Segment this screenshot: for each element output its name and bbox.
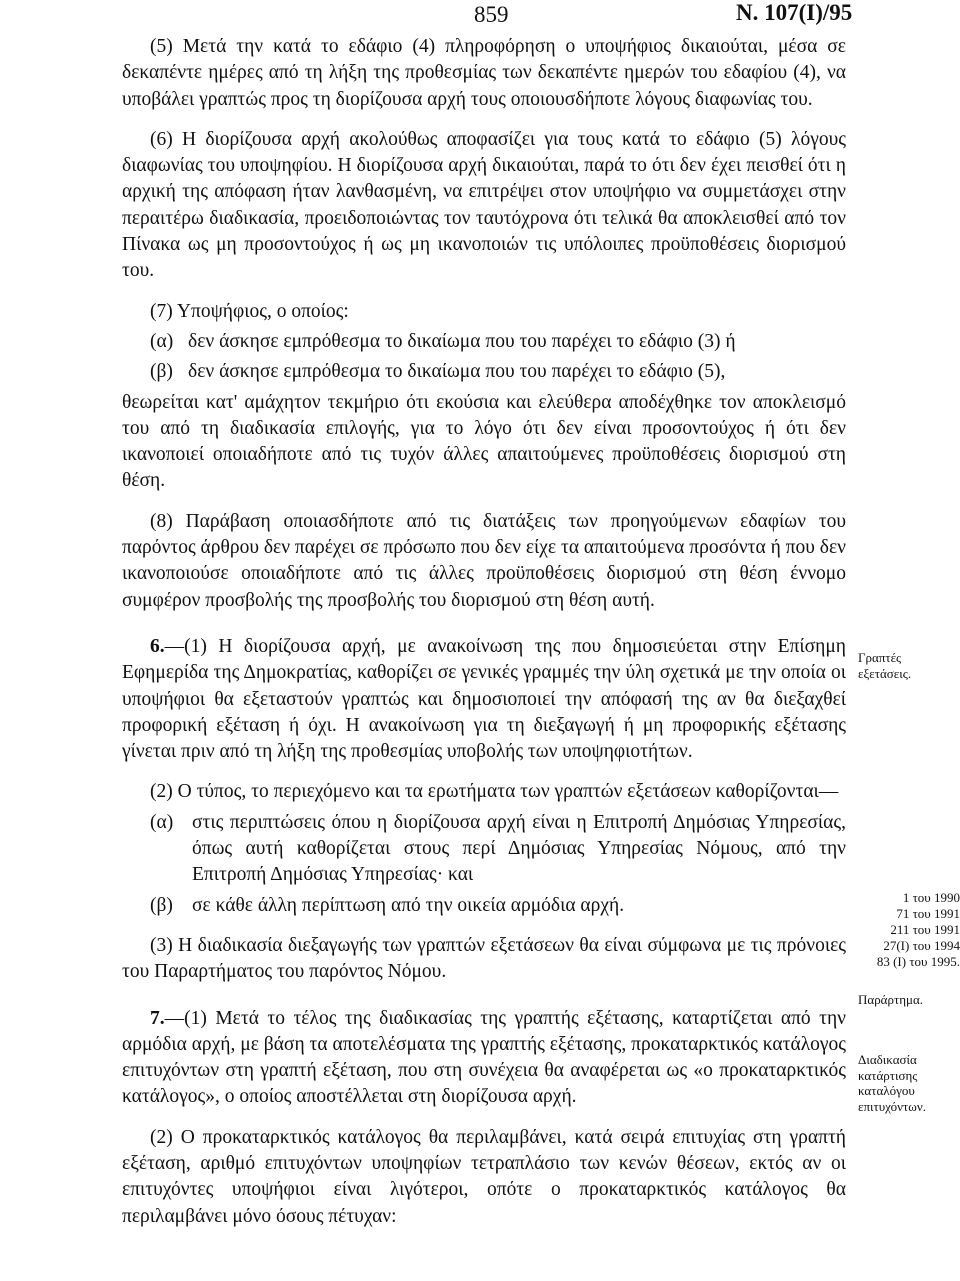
law-reference: 83 (Ι) του 1995. [876, 954, 960, 969]
law-reference: 211 του 1991 [890, 922, 960, 937]
document-body [122, 34, 846, 1230]
margin-note-line: Παράρτημα. [858, 992, 924, 1007]
margin-note-written-exams [858, 650, 960, 681]
section-text: —(1) Μετά το τέλος της διαδικασίας της γραπτής εξέτασης, καταρτίζεται από την αρμόδια αρχή, με βάση τα αποτελέσματα της γραπτής εξέτασης, προκαταρκτικός κατάλογος επιτυχόντων στη γραπτή εξέταση, που στη συνέχεια θα αναφέρεται ως «ο προκαταρκτικός κατάλογος», ο οποίος αποστέλλεται στη διορίζουσα αρχή. [122, 1007, 846, 1108]
margin-note-line: Διαδικασία [858, 1052, 917, 1067]
section-6-2-item-a [150, 810, 846, 889]
margin-note-line: καταλόγου [858, 1083, 915, 1098]
section-6-3: (3) Η διαδικασία διεξαγωγής των γραπτών εξετάσεων θα είναι σύμφωνα με τις πρόνοιες του Παραρτήματος του παρόντος Νόμου. [122, 934, 846, 983]
law-reference: 27(Ι) του 1994 [883, 938, 960, 953]
section-6-1 [122, 634, 846, 765]
section-number: 6. [150, 635, 165, 657]
item-label: (α) [150, 811, 174, 833]
section-6-2-item-b [150, 893, 846, 919]
item-text: δεν άσκησε εμπρόθεσμα το δικαίωμα που του παρέχει το εδάφιο (3) ή [188, 330, 736, 352]
margin-note-list-preparation [858, 1052, 960, 1114]
law-reference: 1 του 1990 [902, 890, 960, 905]
item-text: στις περιπτώσεις όπου η διορίζουσα αρχή είναι η Επιτροπή Δημόσιας Υπηρεσίας, όπως αυτή καθορίζεται στους περί Δημόσιας Υπηρεσίας Νόμους, από την Επιτροπή Δημόσιας Υπηρεσίας· και [192, 811, 846, 886]
margin-note-law-references [858, 890, 960, 970]
margin-note-line: κατάρτισης [858, 1067, 918, 1083]
paragraph-5: (5) Μετά την κατά το εδάφιο (4) πληροφόρηση ο υποψήφιος δικαιούται, μέσα σε δεκαπέντε ημέρες από τη λήξη της προθεσμίας των δεκαπέντε ημερών του εδαφίου (4), να υποβάλει γραπτώς προς τη διορίζουσα αρχή τους οποιουσδήποτε λόγους διαφωνίας του. [122, 36, 846, 110]
paragraph-7-tail: θεωρείται κατ' αμάχητον τεκμήριο ότι εκούσια και ελεύθερα αποδέχθηκε τον αποκλεισμό του από τη διαδικασία επιλογής, για το λόγο ότι δεν είναι προσοντούχος ή ότι δεν ικανοποιεί οποιαδήποτε από τις τυχόν άλλες απαιτούμενες προϋποθέσεις διορισμού στη θέση. [122, 391, 846, 492]
margin-note-line: εξετάσεις. [858, 665, 912, 681]
item-label: (β) [150, 361, 173, 383]
margin-note-line: επιτυχόντων. [858, 1098, 926, 1114]
item-label: (β) [150, 894, 173, 916]
margin-note-annex [858, 992, 960, 1008]
item-text: δεν άσκησε εμπρόθεσμα το δικαίωμα που του παρέχει το εδάφιο (5), [188, 361, 726, 383]
section-6-2: (2) Ο τύπος, το περιεχόμενο και τα ερωτήματα των γραπτών εξετάσεων καθορίζονται— [150, 781, 839, 803]
section-7-1 [122, 1006, 846, 1111]
item-text: σε κάθε άλλη περίπτωση από την οικεία αρμόδια αρχή. [192, 894, 625, 916]
paragraph-7-item-b [150, 359, 846, 385]
law-reference: 71 του 1991 [896, 906, 960, 921]
page-number: 859 [474, 2, 509, 27]
paragraph-7-item-a [150, 329, 846, 355]
paragraph-7-intro: (7) Υποψήφιος, ο οποίος: [150, 300, 349, 322]
item-label: (α) [150, 330, 174, 352]
law-identifier: Ν. 107(Ι)/95 [736, 0, 853, 25]
paragraph-8: (8) Παράβαση οποιασδήποτε από τις διατάξεις των προηγούμενων εδαφίων του παρόντος άρθρου δεν παρέχει σε πρόσωπο που δεν είχε τα απαιτούμενα προσόντα ή που δεν ικανοποιούσε οποιαδήποτε από τις άλλες προϋποθέσεις διορισμού στη θέση έννομο συμφέρον προσβολής της προσβολής του διορισμού στη θέση αυτή. [122, 510, 846, 611]
section-number: 7. [150, 1007, 165, 1029]
paragraph-6: (6) Η διορίζουσα αρχή ακολούθως αποφασίζει για τους κατά το εδάφιο (5) λόγους διαφωνίας του υποψηφίου. Η διορίζουσα αρχή δικαιούται, παρά το ότι δεν έχει πεισθεί ότι η αρχική της απόφαση ήταν λανθασμένη, να επιτρέψει στον υποψήφιο να συμμετάσχει στην περαιτέρω διαδικασία, προειδοποιώντας τον ταυτόχρονα ότι τελικά θα αποκλεισθεί από τον Πίνακα ως μη προσοντούχος ή ως μη ικανοποιών τις υπόλοιπες προϋποθέσεις διορισμού του. [122, 128, 846, 282]
section-7-2: (2) Ο προκαταρκτικός κατάλογος θα περιλαμβάνει, κατά σειρά επιτυχίας στη γραπτή εξέταση, αριθμό επιτυχόντων υποψηφίων τετραπλάσιο των κενών θέσεων, εκτός αν οι επιτυχόντες υποψήφιοι είναι λιγότεροι, οπότε ο προκαταρκτικός κατάλογος θα περιλαμβάνει μόνο όσους πέτυχαν: [122, 1126, 846, 1227]
section-text: —(1) Η διορίζουσα αρχή, με ανακοίνωση της που δημοσιεύεται στην Επίσημη Εφημερίδα της Δημοκρατίας, καθορίζει σε γενικές γραμμές την ύλη σχετικά με την οποία οι υποψήφιοι θα εξεταστούν γραπτώς και δημοσιοποιεί την απόφασή της αν θα διεξαχθεί προφορική εξέταση ή όχι. Η ανακοίνωση για τη διεξαγωγή ή μη προφορικής εξέτασης γίνεται πριν από τη λήξη της προθεσμίας υποβολής των υποψηφιοτήτων. [122, 635, 846, 763]
margin-note-line: Γραπτές [858, 650, 902, 665]
